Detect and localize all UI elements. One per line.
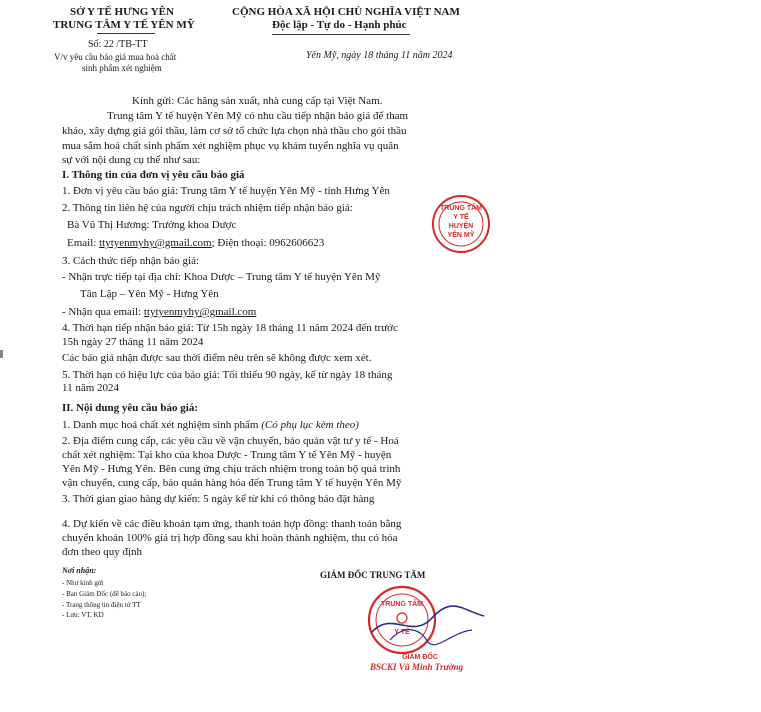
s1-item-1: 1. Đơn vị yêu cầu báo giá: Trung tâm Y tế huyện Yên Mỹ - tỉnh Hưng Yên xyxy=(62,185,390,197)
s1-item-4c: Các báo giá nhận được sau thời điểm nêu trên sẽ không được xem xét. xyxy=(62,352,372,364)
side-stamp-line: HUYỆN xyxy=(448,223,474,230)
s2-item-2d: vận chuyển, cung cấp, bảo quản hàng hóa đến Trung tâm Y tế huyện Yên Mỹ xyxy=(62,477,402,489)
intro-line-3: mua sắm hoá chất sinh phẩm xét nghiệm phục vụ khám tuyển nghĩa vụ quân xyxy=(62,140,399,152)
s2-item-1 xyxy=(62,419,359,431)
recipient-item: - Ban Giám Đốc (để báo cáo); xyxy=(62,590,147,598)
intro-line-4: sự với nội dung cụ thể như sau: xyxy=(62,154,201,166)
s1-item-2: 2. Thông tin liên hệ của người chịu trách nhiệm tiếp nhận báo giá: xyxy=(62,202,353,214)
s1-item-3: 3. Cách thức tiếp nhận báo giá: xyxy=(62,255,200,267)
s1-item-4a: 4. Thời hạn tiếp nhận báo giá: Từ 15h ngày 18 tháng 11 năm 2024 đến trước xyxy=(62,322,398,334)
email-delivery-line xyxy=(62,306,256,318)
s2-item-3: 3. Thời gian giao hàng dự kiến: 5 ngày kể từ khi có thông báo đặt hàng xyxy=(62,493,375,505)
email-delivery-label: - Nhận qua email: xyxy=(62,306,144,318)
recipient-item: - Như kính gửi xyxy=(62,579,104,587)
motto: Độc lập - Tự do - Hạnh phúc xyxy=(272,19,407,31)
center-name: TRUNG TÂM Y TẾ YÊN MỸ xyxy=(53,19,195,31)
s2-item-4b: chuyển khoản 100% giá trị hợp đồng sau khi hoàn thành nghiệm, thu có hóa xyxy=(62,532,398,544)
stamp-pgd: GIÁM ĐỐC xyxy=(402,654,438,661)
intro-line-1: Trung tâm Y tế huyện Yên Mỹ có nhu cầu tiếp nhận báo giá để tham xyxy=(107,110,409,122)
email-delivery-link[interactable]: ttytyenmyhy@gmail.com xyxy=(143,306,257,318)
s2-item-2a: 2. Địa điểm cung cấp, các yêu cầu về vận chuyển, bảo quản vật tư y tế - Hoá xyxy=(62,435,399,447)
s1-item-4b: 15h ngày 27 tháng 11 năm 2024 xyxy=(62,336,204,348)
recipient-item: - Trang thông tin điện tử TT xyxy=(62,601,141,609)
signatory-name: BSCKI Vũ Minh Trường xyxy=(370,662,464,672)
stamp-main-line: Y TẾ xyxy=(394,629,410,636)
recipient-item: - Lưu: VT, KD xyxy=(62,611,104,619)
s2-item-4c: đơn theo quy định xyxy=(62,546,143,558)
email-label: Email: xyxy=(67,237,100,249)
greeting: Kính gửi: Các hãng sản xuất, nhà cung cấp tại Việt Nam. xyxy=(132,95,383,107)
contact-email-line xyxy=(67,237,324,249)
document-number: Số: 22 /TB-TT xyxy=(88,39,148,50)
intro-line-2: khảo, xây dựng giá gói thầu, làm cơ sở tổ chức lựa chọn nhà thầu cho gói thầu xyxy=(62,125,407,137)
section-1-title: I. Thông tin của đơn vị yêu cầu báo giá xyxy=(62,169,245,181)
direct-address: Tân Lập – Yên Mỹ - Hưng Yên xyxy=(80,288,219,300)
s1-item-5a: 5. Thời hạn có hiệu lực của báo giá: Tối thiểu 90 ngày, kể từ ngày 18 tháng xyxy=(62,369,393,381)
stamp-main-line: TRUNG TÂM xyxy=(381,601,423,608)
contact-phone: ; Điện thoại: 0962606623 xyxy=(211,237,325,249)
side-stamp-line: YÊN MỸ xyxy=(447,232,475,239)
contact-name: Bà Vũ Thị Hương: Trưởng khoa Dược xyxy=(67,219,237,231)
s2-item-1-text: 1. Danh mục hoá chất xét nghiệm sinh phẩm xyxy=(62,419,262,431)
official-stamp-icon xyxy=(362,580,487,662)
side-stamp-line: Y TẾ xyxy=(453,214,469,221)
s2-item-4a: 4. Dự kiến về các điều khoản tạm ứng, thanh toán hợp đồng: thanh toán bằng xyxy=(62,518,402,530)
recipients-title: Nơi nhận: xyxy=(62,566,97,575)
header-underline-right xyxy=(272,34,410,35)
subject-line-1: V/v yêu cầu báo giá mua hoá chất xyxy=(54,52,177,62)
nation-title: CỘNG HÒA XÃ HỘI CHỦ NGHĨA VIỆT NAM xyxy=(232,6,460,18)
side-stamp-line: TRUNG TÂM xyxy=(440,205,482,212)
section-2-title: II. Nội dung yêu cầu báo giá: xyxy=(62,402,199,414)
page-edge-mark xyxy=(0,350,3,358)
header-underline-left xyxy=(97,33,155,34)
ministry-name: SỞ Y TẾ HƯNG YÊN xyxy=(70,6,174,18)
contact-email-link[interactable]: ttytyenmyhy@gmail.com xyxy=(99,237,212,249)
s1-item-5b: 11 năm 2024 xyxy=(62,382,120,394)
subject-line-2: sinh phẩm xét nghiệm xyxy=(82,63,162,73)
side-stamp-icon xyxy=(428,188,494,258)
s2-item-2b: chất xét nghiệm: Tại kho của khoa Dược - Trung tâm Y tế Yên Mỹ - huyện xyxy=(62,449,392,461)
place-date: Yên Mỹ, ngày 18 tháng 11 năm 2024 xyxy=(306,50,453,61)
s2-item-2c: Yên Mỹ - Hưng Yên. Bên cung ứng chịu trách nhiệm trong toàn bộ quá trình xyxy=(62,463,401,475)
signatory-role: GIÁM ĐỐC TRUNG TÂM xyxy=(320,570,426,580)
direct-delivery: - Nhận trực tiếp tại địa chỉ: Khoa Dược – Trung tâm Y tế huyện Yên Mỹ xyxy=(62,271,381,283)
s2-item-1-note: (Có phụ lục kèm theo) xyxy=(261,419,359,431)
